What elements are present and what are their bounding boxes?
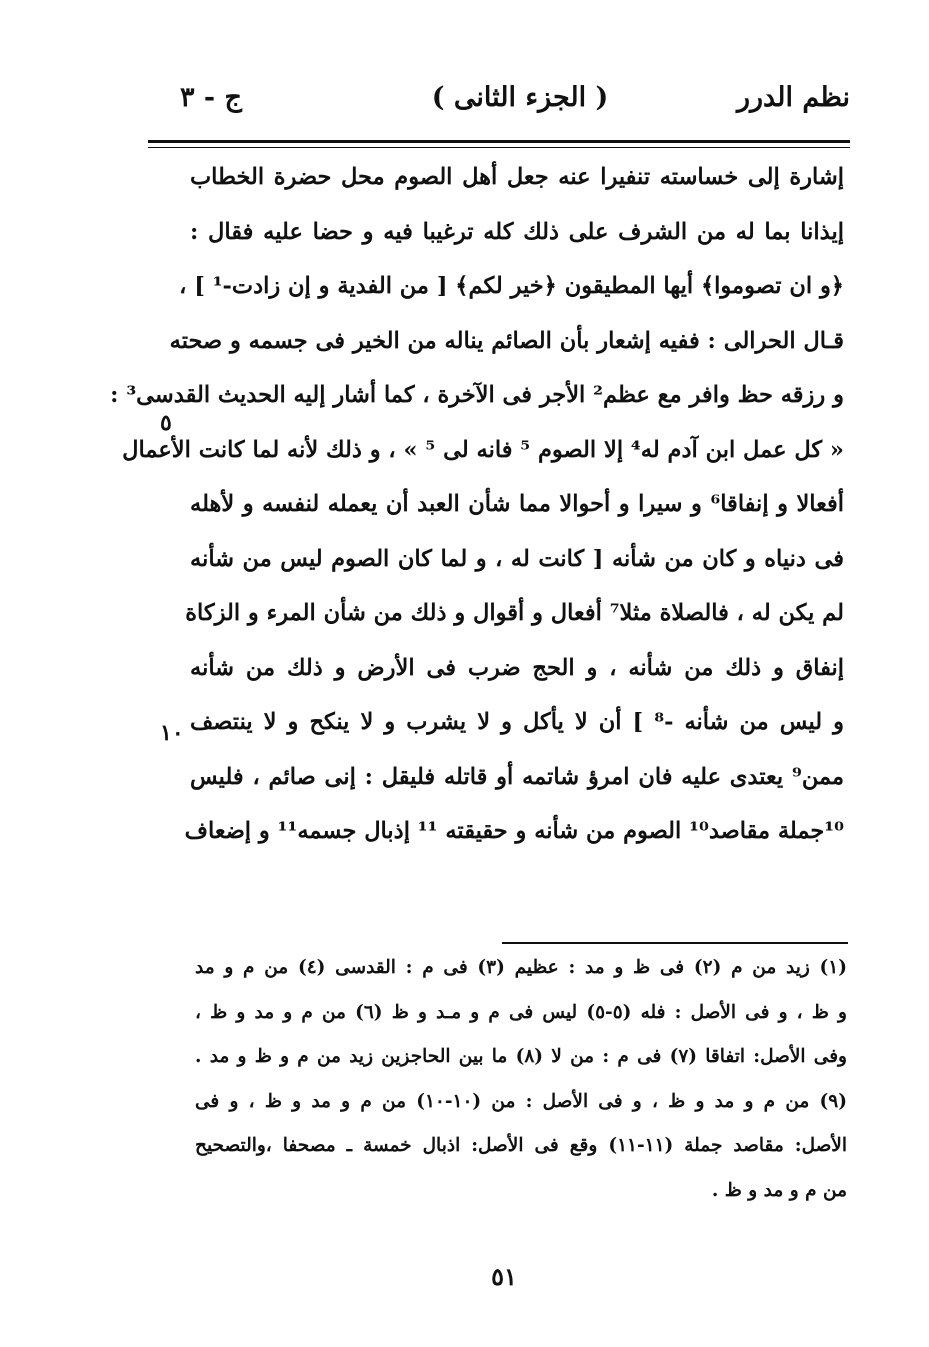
text-line: ﴿و ان تصوموا﴾ أيها المطيقون ﴿خير لكم﴾ [ من الفدية و إن زادت-¹ ] ، <box>179 273 844 299</box>
text-line: أفعالا و إنفاقا⁶ و سيرا و أحوالا مما شأن العبد أن يعمله لنفسه و لأهله <box>190 491 844 517</box>
footnote-line: وفى الأصل: اتفاقا (٧) فى م : من لا (٨) ما بين الحاجزين زيد من م و ظ و مد . <box>195 1046 847 1067</box>
line-number-10: ١٠ <box>160 720 184 746</box>
running-header <box>160 82 850 126</box>
footnote-line: من م و مد و ظ . <box>711 1179 847 1201</box>
page-number: ٥١ <box>491 1262 517 1291</box>
text-line: إيذانا بما له من الشرف على ذلك كله ترغيبا فيه و حضا عليه فقال : <box>190 218 844 245</box>
header-rule-thin <box>148 147 850 148</box>
text-line: لم يكن له ، فالصلاة مثلا⁷ أفعال و أقوال و ذلك من شأن المرء و الزكاة <box>185 600 844 626</box>
text-line: إشارة إلى خساسته تنفيرا عنه جعل أهل الصوم محل حضرة الخطاب <box>190 164 844 190</box>
text-line: « كل عمل ابن آدم له⁴ إلا الصوم ⁵ فانه لى ⁵ » ، و ذلك لأنه لما كانت الأعمال <box>122 436 844 463</box>
part-label: ( الجزء الثانى ) <box>431 82 609 113</box>
text-line: فى دنياه و كان من شأنه [ كانت له ، و لما كان الصوم ليس من شأنه <box>190 545 844 572</box>
footnote-separator <box>502 942 848 944</box>
text-line: و ليس من شأنه -⁸ ] أن لا يأكل و لا يشرب و لا ينكح و لا ينتصف <box>190 709 844 735</box>
footnote-line: (١) زيد من م (٢) فى ظ و مد : عظيم (٣) فى م : القدسى (٤) من م و مد <box>195 957 847 978</box>
volume-label: ج - ٣ <box>180 82 242 113</box>
text-line: قـال الحرالى : ففيه إشعار بأن الصائم يناله من الخير فى جسمه و صحته <box>169 327 844 354</box>
book-title: نظم الدرر <box>736 82 850 113</box>
footnote-line: الأصل: مقاصد جملة (١١-١١) وقع فى الأصل: اذبال خمسة ـ مصحفا ،والتصحيح <box>195 1135 847 1156</box>
text-line: إنفاق و ذلك من شأنه ، و الحج ضرب فى الأرض و ذلك من شأنه <box>190 654 844 681</box>
text-line: و رزقه حظ وافر مع عظم² الأجر فى الآخرة ، كما أشار إليه الحديث القدسى³ : <box>110 382 844 408</box>
text-line: ¹⁰جملة مقاصد¹⁰ الصوم من شأنه و حقيقته ¹¹ إذبال جسمه¹¹ و إضعاف <box>184 818 844 844</box>
header-rule-thick <box>148 140 850 143</box>
footnote-line: و ظ ، و فى الأصل : فله (٥-٥) ليس فى م و مـد و ظ (٦) من م و مد و ظ ، <box>195 1001 847 1023</box>
line-number-5: ٥ <box>160 410 172 436</box>
footnote-line: (٩) من م و مد و ظ ، و فى الأصل : من (١٠-١٠) من م و مد و ظ ، و فى <box>195 1090 847 1112</box>
text-line: ممن⁹ يعتدى عليه فان امرؤ شاتمه أو قاتله فليقل : إنى صائم ، فليس <box>190 763 844 790</box>
footnotes <box>195 946 847 1213</box>
